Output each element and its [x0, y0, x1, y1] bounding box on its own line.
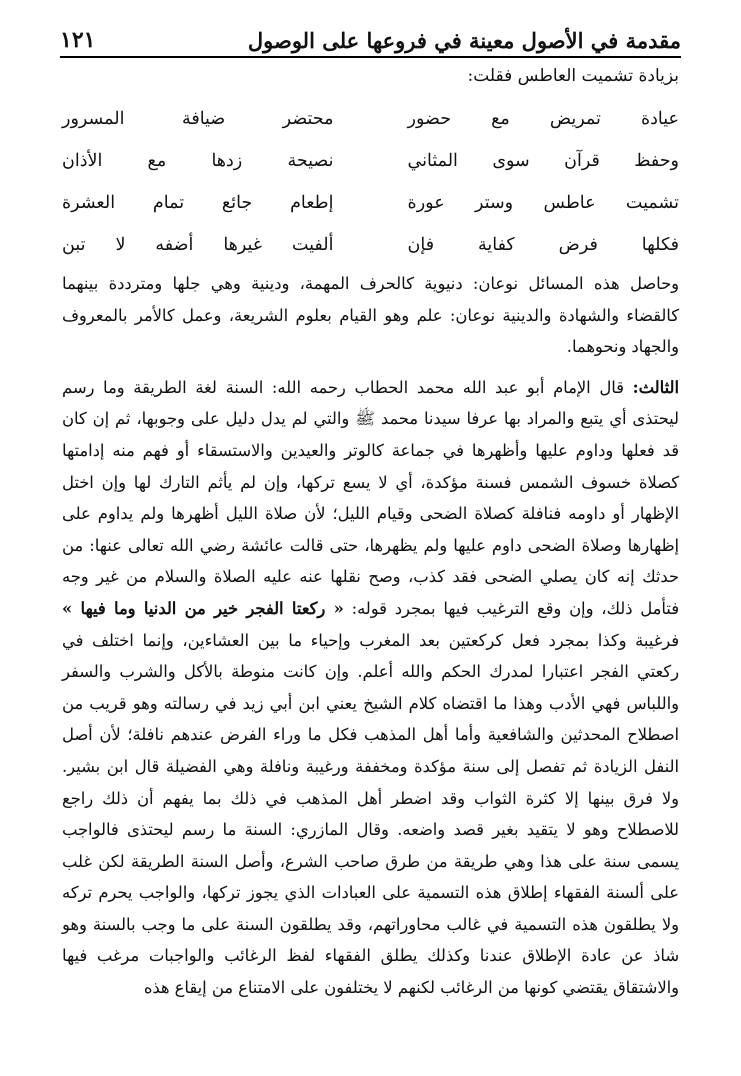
verse: [62, 140, 679, 182]
verse-first-hemistich: وحفظ قرآن سوى المثاني: [407, 151, 679, 171]
paragraph-text: قال الإمام أبو عبد الله محمد الحطاب رحمه الله: السنة لغة الطريقة وما رسم ليحتذى أي يتبع والمراد بها عرفا سيدنا محمد ﷺ والتي لم يدل دليل على وجوبها، ثم إن كان قد فعلها وداوم عليها وأظهرها في جماعة كالوتر والعيدين والاستسقاء أو فهم منه إدامتها كصلاة خسوف الشمس فسنة مؤكدة، أي لا يسع تركها، وإن لم يأثم التارك لها وإن اختل الإظهار أو داومه فنافلة كصلاة الضحى وقيام الليل؛ لأن صلاة الليل أظهرها ولم يداوم على إظهارها وصلاة الضحى داوم عليها ولم يظهرها، حتى قالت عائشة رضي الله تعالى عنها: من حدثك إنه كان يصلي الضحى فقد كذب، وصح نقلها عنه عليه الصلاة والسلام من غير وجه فتأمل ذلك، وإن وقع الترغيب فيها بمجرد قوله:: [62, 377, 679, 618]
page-number: ١٢١: [60, 27, 96, 53]
verse-second-hemistich: إطعام جائع تمام العشرة: [62, 193, 334, 213]
paragraph: [62, 372, 679, 1004]
paragraph-text: فرغيبة وكذا بمجرد فعل كركعتين بعد المغرب وإحياء ما بين العشاءين، وإنما اختلف في ركعتي الفجر اعتبارا لمدرك الحكم والله أعلم. وإن كانت منوطة بالأكل والشرب والسفر واللباس فهي الأدب وهذا ما اقتضاه كلام الشيخ يعني ابن أبي زيد في رسالته وهو قريب من اصطلاح المحدثين والشافعية وأما أهل المذهب فكل ما وراء الفرض عندهم نافلة؛ لأن أصل النفل الزيادة ثم تفصل إلى سنة مؤكدة ومخففة ورغيبة ونافلة وهي الفضيلة قال ابن بشير. ولا فرق بينها إلا كثرة الثواب وقد اضطر أهل المذهب في ذلك بما يفهم أن ذلك راجع للاصطلاح وهو لا يتقيد بغير قصد واضعه. وقال المازري: السنة ما رسم ليحتذى فالواجب يسمى سنة على هذا وهي طريقة من طرق صاحب الشرع، وأصل السنة الطريقة لكن غلب على ألسنة الفقهاء إطلاق هذه التسمية على العبادات الذي يجوز تركها، والواجب يحرم تركه ولا يطلقون هذه التسمية في غالب محاوراتهم، وقد يطلقون السنة على ما وجب بالسنة وهو شاذ عن عادة الإطلاق عندنا وكذلك يطلق الفقهاء لفظ الرغائب والواجبات مرغب فيها والاشتقاق يقتضي كونها من الرغائب لكنهم لا يختلفون على الامتناع من إيقاع هذه: [62, 630, 679, 998]
section-lead: الثالث:: [632, 377, 679, 397]
poem: [62, 98, 679, 266]
running-title: مقدمة في الأصول معينة في فروعها على الوصول: [247, 27, 681, 53]
paragraph: وحاصل هذه المسائل نوعان: دنيوية كالحرف المهمة، ودينية وهي جلها ومترددة بينهما كالقضاء والشهادة والدينية نوعان: علم وهو القيام بعلوم الشريعة، وعمل كالأمر بالمعروف والجهاد ونحوهما.: [62, 274, 679, 357]
verse: [62, 182, 679, 224]
verse-first-hemistich: عيادة تمريض مع حضور: [407, 109, 679, 129]
verse-second-hemistich: نصيحة زدها مع الأذان: [62, 151, 334, 171]
body-text: [62, 268, 679, 1004]
verse-first-hemistich: تشميت عاطس وستر عورة: [407, 193, 679, 213]
verse-second-hemistich: ألفيت غيرها أضفه لا تبن: [62, 235, 334, 255]
hadith-quote: « ركعتا الفجر خير من الدنيا وما فيها »: [62, 598, 344, 618]
verse-second-hemistich: محتضر ضيافة المسرور: [62, 109, 334, 129]
intro-line: بزيادة تشميت العاطس فقلت:: [467, 66, 679, 86]
verse: [62, 224, 679, 266]
page-header: [60, 24, 681, 58]
verse: [62, 98, 679, 140]
verse-first-hemistich: فكلها فرض كفاية فإن: [407, 235, 679, 255]
